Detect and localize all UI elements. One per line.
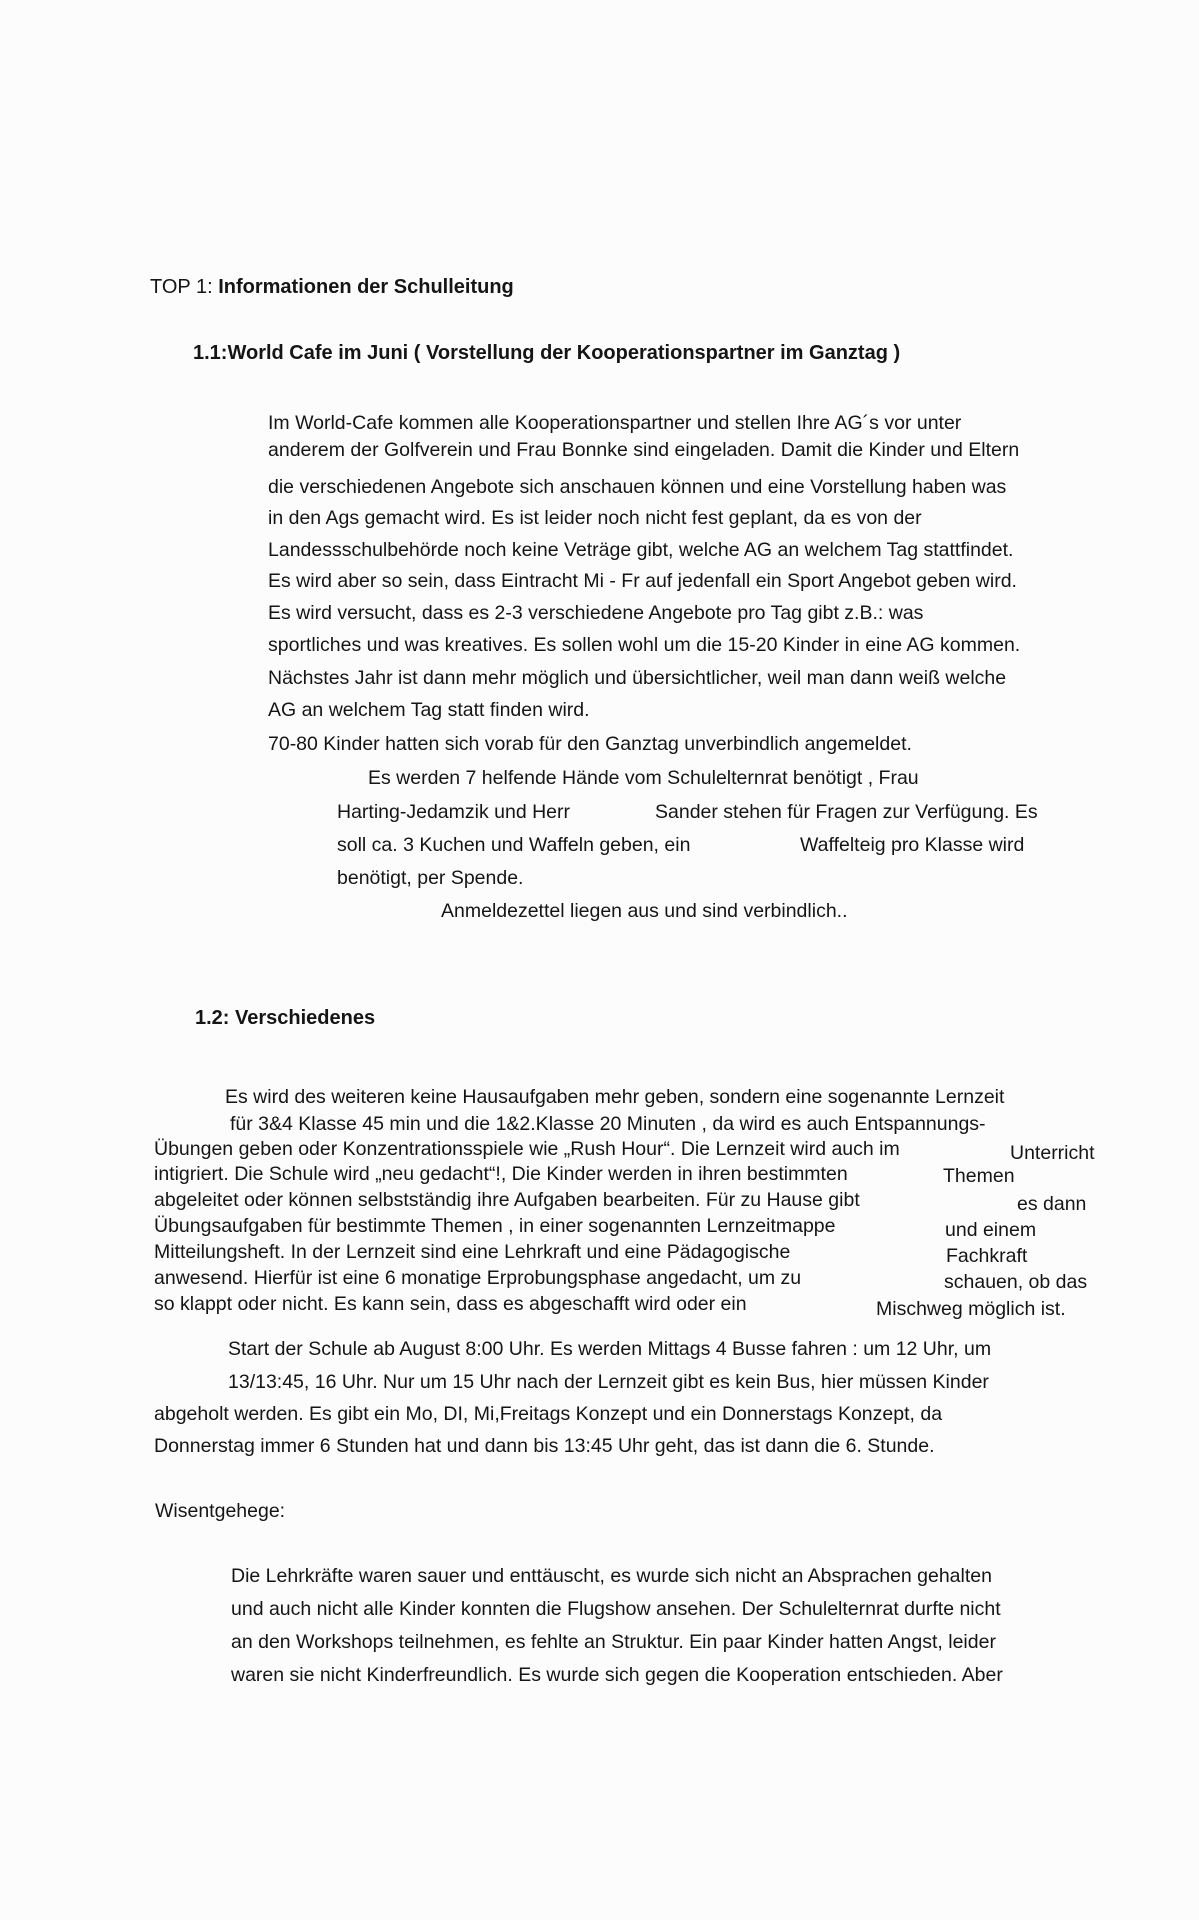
paragraph-line: waren sie nicht Kinderfreundlich. Es wurde sich gegen die Kooperation entschieden. Aber [231,1664,1003,1686]
paragraph-line: in den Ags gemacht wird. Es ist leider noch nicht fest geplant, da es von der [268,507,922,529]
paragraph-line: Landessschulbehörde noch keine Veträge gibt, welche AG an welchem Tag stattfindet. [268,539,1014,561]
paragraph-line: an den Workshops teilnehmen, es fehlte an Struktur. Ein paar Kinder hatten Angst, leider [231,1631,996,1653]
section-heading-1-2: 1.2: Verschiedenes [195,1007,376,1029]
paragraph-line: Es werden 7 helfende Hände vom Schulelternrat benötigt , Frau [368,767,919,789]
paragraph-line: 13/13:45, 16 Uhr. Nur um 15 Uhr nach der Lernzeit gibt es kein Bus, hier müssen Kinder [228,1371,989,1393]
paragraph-line: Es wird aber so sein, dass Eintracht Mi - Fr auf jedenfall ein Sport Angebot geben wird. [268,570,1017,592]
paragraph-line: Fachkraft [946,1245,1028,1267]
paragraph-line: und einem [945,1219,1037,1241]
paragraph-line: Harting-Jedamzik und Herr [337,801,571,823]
paragraph-line: soll ca. 3 Kuchen und Waffeln geben, ein [337,834,691,856]
top-prefix: TOP 1: [150,276,213,298]
paragraph-line: so klappt oder nicht. Es kann sein, dass es abgeschafft wird oder ein [154,1293,747,1315]
paragraph-line: sportliches und was kreatives. Es sollen wohl um die 15-20 Kinder in eine AG kommen. [268,634,1021,656]
paragraph-line: benötigt, per Spende. [337,867,524,889]
paragraph-line: anwesend. Hierfür ist eine 6 monatige Erprobungsphase angedacht, um zu [154,1267,802,1289]
top-title: Informationen der Schulleitung [218,276,514,298]
paragraph-line: Start der Schule ab August 8:00 Uhr. Es werden Mittags 4 Busse fahren : um 12 Uhr, um [228,1338,992,1360]
paragraph-line: abgeleitet oder können selbstständig ihre Aufgaben bearbeiten. Für zu Hause gibt [154,1189,860,1211]
paragraph-line: Es wird des weiteren keine Hausaufgaben mehr geben, sondern eine sogenannte Lernzeit [225,1086,1005,1108]
paragraph-line: Waffelteig pro Klasse wird [800,834,1025,856]
paragraph-line: Anmeldezettel liegen aus und sind verbindlich.. [441,900,848,922]
paragraph-line: Übungsaufgaben für bestimmte Themen , in einer sogenannten Lernzeitmappe [154,1215,836,1237]
paragraph-line: Donnerstag immer 6 Stunden hat und dann bis 13:45 Uhr geht, das ist dann die 6. Stunde. [154,1435,935,1457]
paragraph-line: Nächstes Jahr ist dann mehr möglich und übersichtlicher, weil man dann weiß welche [268,667,1007,689]
top-heading [150,274,514,300]
paragraph-line: es dann [1017,1193,1087,1215]
paragraph-line: Unterricht [1010,1142,1095,1164]
paragraph-line: Themen [943,1165,1015,1187]
paragraph-line: Mischweg möglich ist. [876,1298,1066,1320]
paragraph-line: abgeholt werden. Es gibt ein Mo, DI, Mi,Freitags Konzept und ein Donnerstags Konzept, da [154,1403,943,1425]
paragraph-line: Es wird versucht, dass es 2-3 verschiedene Angebote pro Tag gibt z.B.: was [268,602,924,624]
paragraph-line: und auch nicht alle Kinder konnten die Flugshow ansehen. Der Schulelternrat durfte nicht [231,1598,1001,1620]
paragraph-line: 70-80 Kinder hatten sich vorab für den Ganztag unverbindlich angemeldet. [268,733,912,755]
paragraph-line: Übungen geben oder Konzentrationsspiele wie „Rush Hour“. Die Lernzeit wird auch im [154,1138,900,1160]
paragraph-line: für 3&4 Klasse 45 min und die 1&2.Klasse 20 Minuten , da wird es auch Entspannungs- [230,1113,986,1135]
section-heading-wisentgehege: Wisentgehege: [155,1500,286,1522]
paragraph-line: die verschiedenen Angebote sich anschauen können und eine Vorstellung haben was [268,476,1007,498]
paragraph-line: schauen, ob das [944,1271,1088,1293]
paragraph-line: Im World-Cafe kommen alle Kooperationspartner und stellen Ihre AG´s vor unter [268,412,962,434]
paragraph-line: Sander stehen für Fragen zur Verfügung. Es [655,801,1038,823]
section-heading-1-1: 1.1:World Cafe im Juni ( Vorstellung der Kooperationspartner im Ganztag ) [193,342,901,364]
paragraph-line: intigriert. Die Schule wird „neu gedacht“!, Die Kinder werden in ihren bestimmten [154,1163,848,1185]
paragraph-line: AG an welchem Tag statt finden wird. [268,699,590,721]
paragraph-line: anderem der Golfverein und Frau Bonnke sind eingeladen. Damit die Kinder und Eltern [268,439,1020,461]
paragraph-line: Die Lehrkräfte waren sauer und enttäuscht, es wurde sich nicht an Absprachen gehalten [231,1565,992,1587]
paragraph-line: Mitteilungsheft. In der Lernzeit sind eine Lehrkraft und eine Pädagogische [154,1241,791,1263]
